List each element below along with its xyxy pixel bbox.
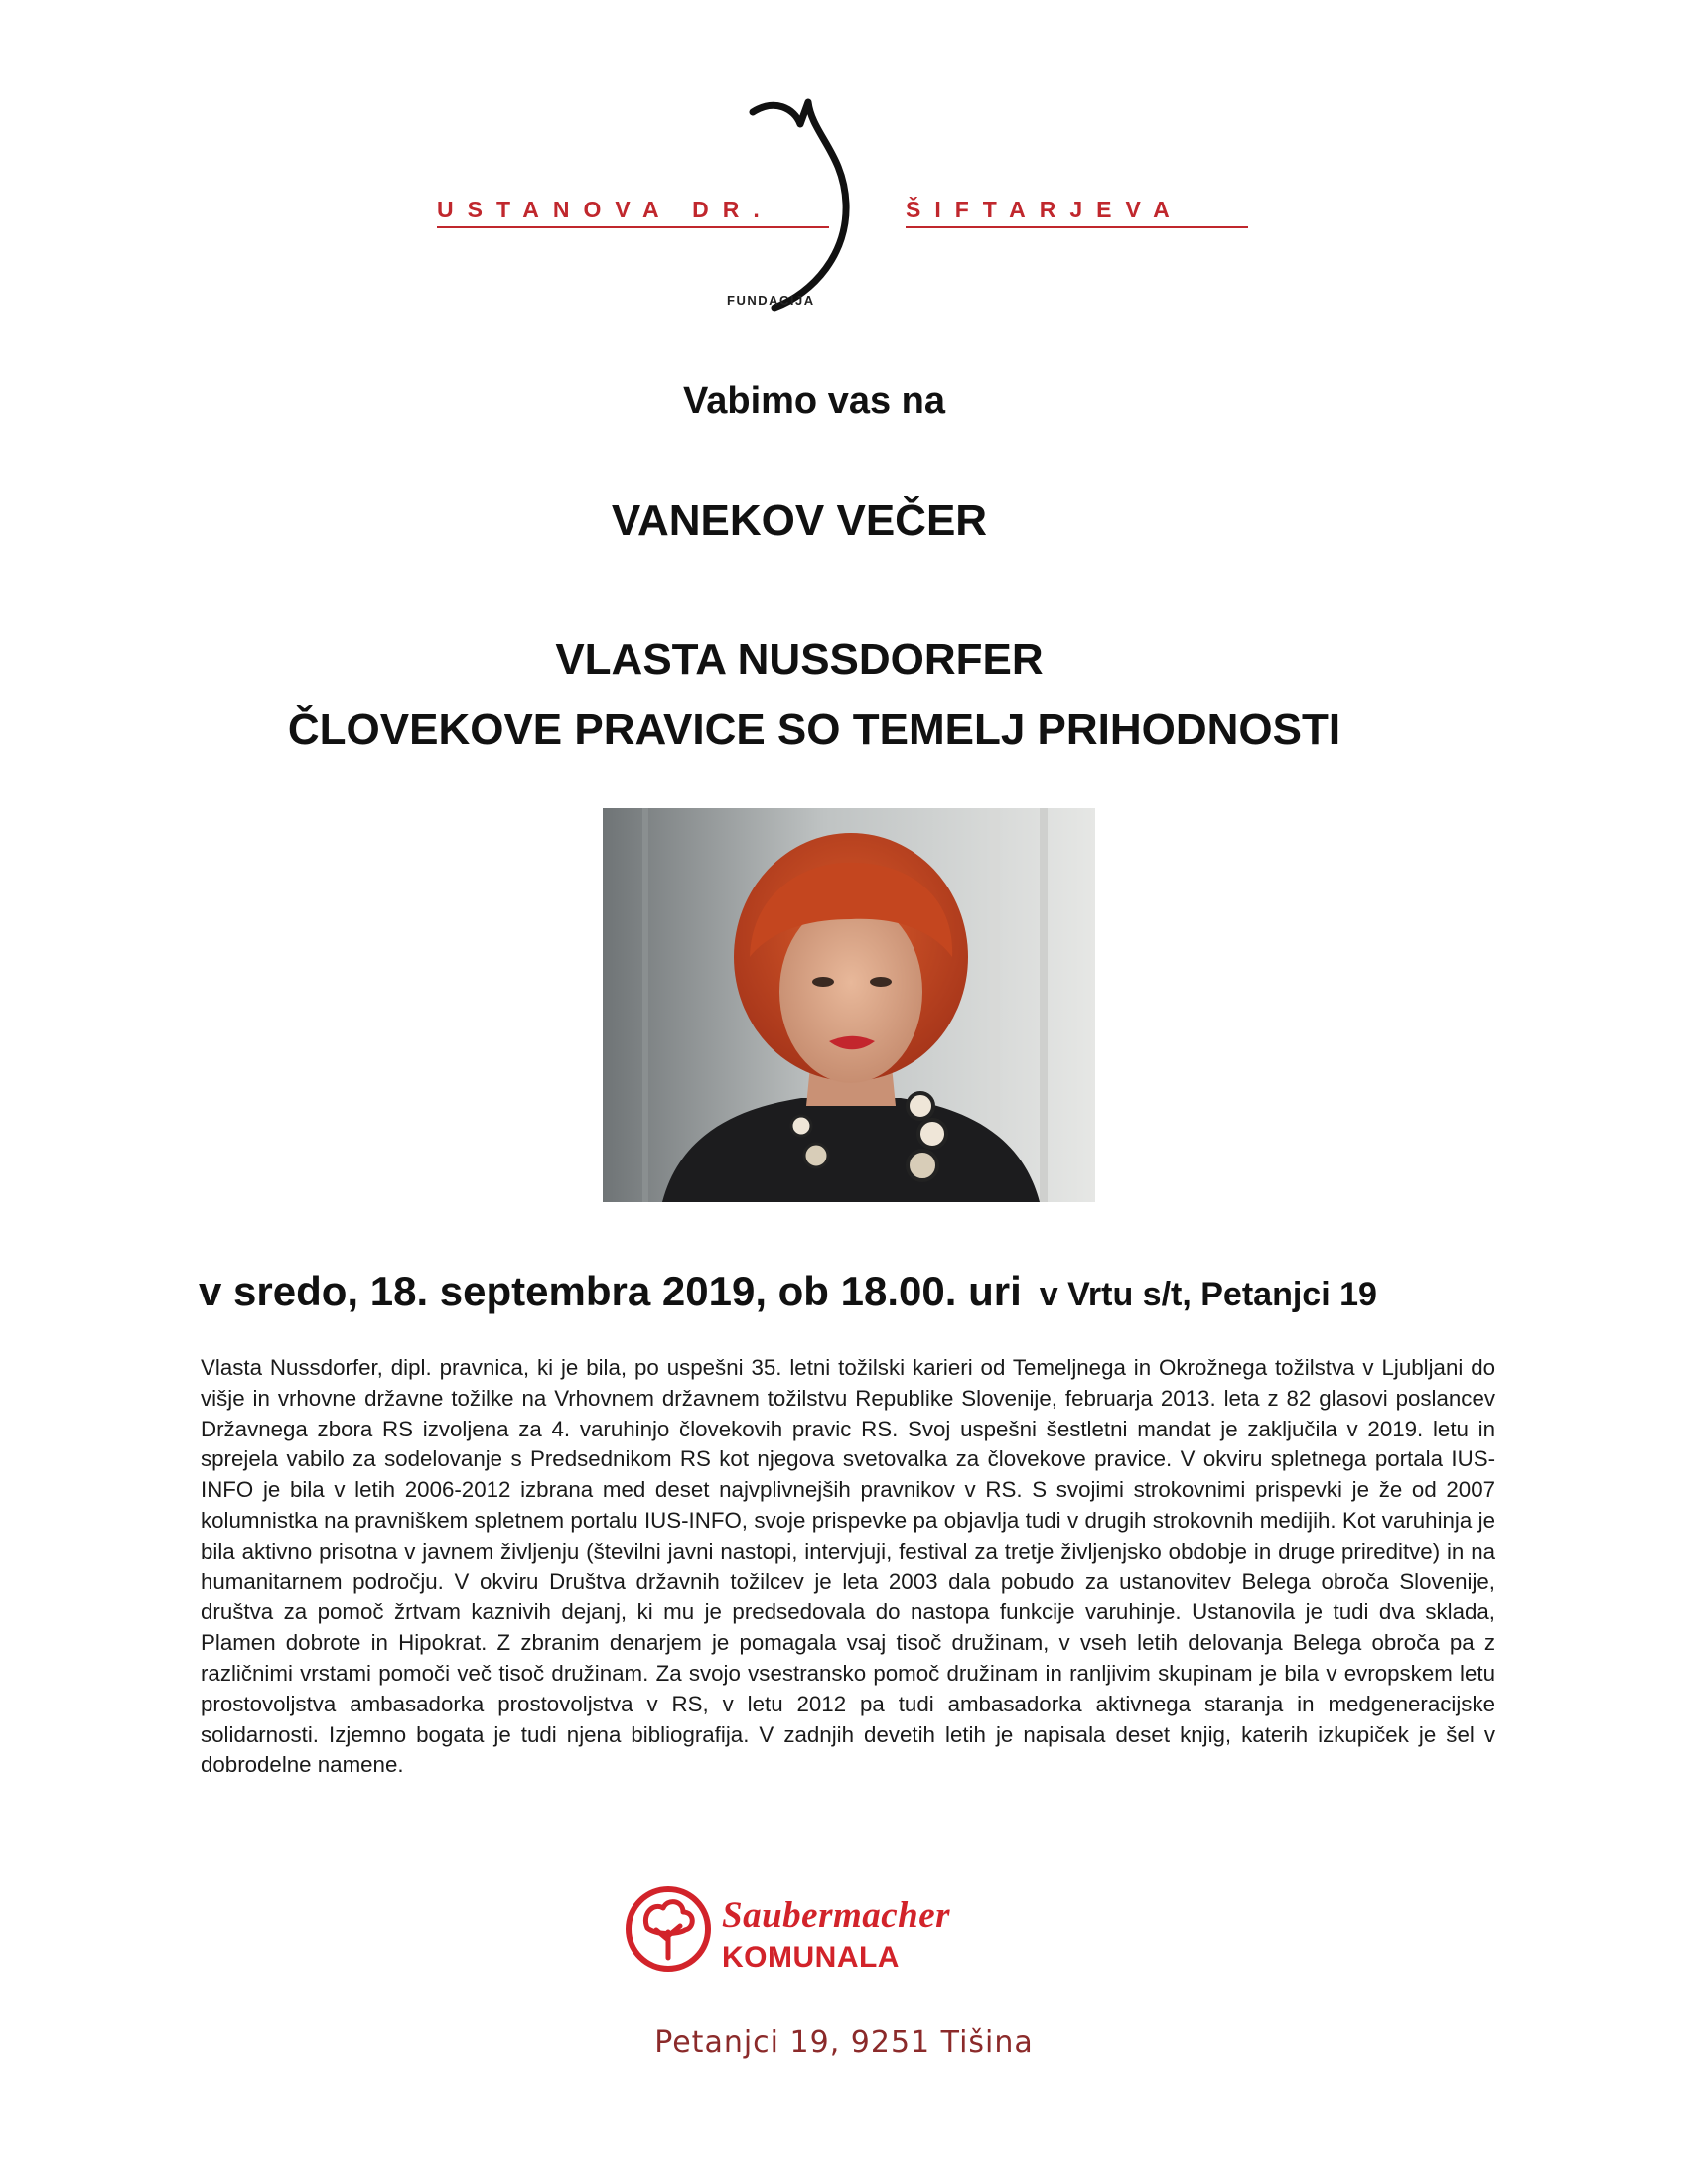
speaker-portrait xyxy=(603,808,1095,1202)
event-topic: ČLOVEKOVE PRAVICE SO TEMELJ PRIHODNOSTI xyxy=(287,705,1341,753)
logo-text-left: USTANOVA DR. xyxy=(437,197,774,222)
logo-rule-right xyxy=(906,226,1248,228)
foundation-logo-mark xyxy=(735,94,894,323)
event-date-time: v sredo, 18. septembra 2019, ob 18.00. uri xyxy=(199,1268,1022,1314)
sponsor-name: Saubermacher xyxy=(722,1895,951,1936)
logo-text-right: ŠIFTARJEVA xyxy=(906,197,1184,222)
footer-address: Petanjci 19, 9251 Tišina xyxy=(654,2025,1034,2060)
logo-subtitle: FUNDACIJA xyxy=(727,293,815,308)
sponsor-tree-icon xyxy=(624,1884,713,1974)
invitation-intro: Vabimo vas na xyxy=(682,380,945,422)
speaker-biography: Vlasta Nussdorfer, dipl. pravnica, ki je bila, po uspešni 35. letni tožilski karieri od Temeljnega in Okrožnega tožilstva v Ljubljani do višje in vrhovne državne tožilke na Vrhovnem državnem tožilstvu Republike Slovenije, februarja 2013. leta z 82 glasovi poslancev Državnega zbora RS izvoljena za 4. varuhinjo človekovih pravic RS. Svoj uspešni šestletni mandat je zaključila v 2019. letu in sprejela vabilo za sodelovanje s Predsednikom RS kot njegova svetovalka za človekove pravice. V okviru spletnega portala IUS-INFO je bila v letih 2006-2012 izbrana med deset najvplivnejših pravnikov v RS. S svojimi strokovnimi prispevki je že od 2007 kolumnistka na pravniškem spletnem portalu IUS-INFO, svoje prispevke pa objavlja tudi v drugih strokovnih medijih. Kot varuhinja je bila aktivno prisotna v javnem življenju (številni javni nastopi, intervjuji, festival za tretje življenjsko obdobje in druge prireditve) in na humanitarnem področju. V okviru Društva državnih tožilcev je leta 2003 dala pobudo za ustanovitev Belega obroča Slovenije, društva za pomoč žrtvam kaznivih dejanj, ki mu je predsedovala do nastopa funkcije varuhinje. Ustanovila je tudi dva sklada, Plamen dobrote in Hipokrat. Z zbranim denarjem je pomagala vsaj tisoč družinam, v vseh letih delovanja Belega obroča pa z različnimi vrstami pomoči več tisoč družinam. Za svojo vsestransko pomoč družinam in ranljivim skupinam je bila v evropskem letu prostovoljstva ambasadorka prostovoljstva v RS, v letu 2012 pa tudi ambasadorka aktivnega staranja in medgeneracijske solidarnosti. Izjemno bogata je tudi njena bibliografija. V zadnjih devetih letih je napisala deset knjig, katerih izkupiček je šel v dobrodelne namene. xyxy=(201,1355,1495,1778)
event-location: v Vrtu s/t, Petanjci 19 xyxy=(1039,1276,1377,1313)
event-title: VANEKOV VEČER xyxy=(611,496,988,545)
event-date-line xyxy=(199,1268,1377,1315)
sponsor-subname: KOMUNALA xyxy=(722,1941,900,1974)
speaker-name: VLASTA NUSSDORFER xyxy=(555,635,1044,684)
